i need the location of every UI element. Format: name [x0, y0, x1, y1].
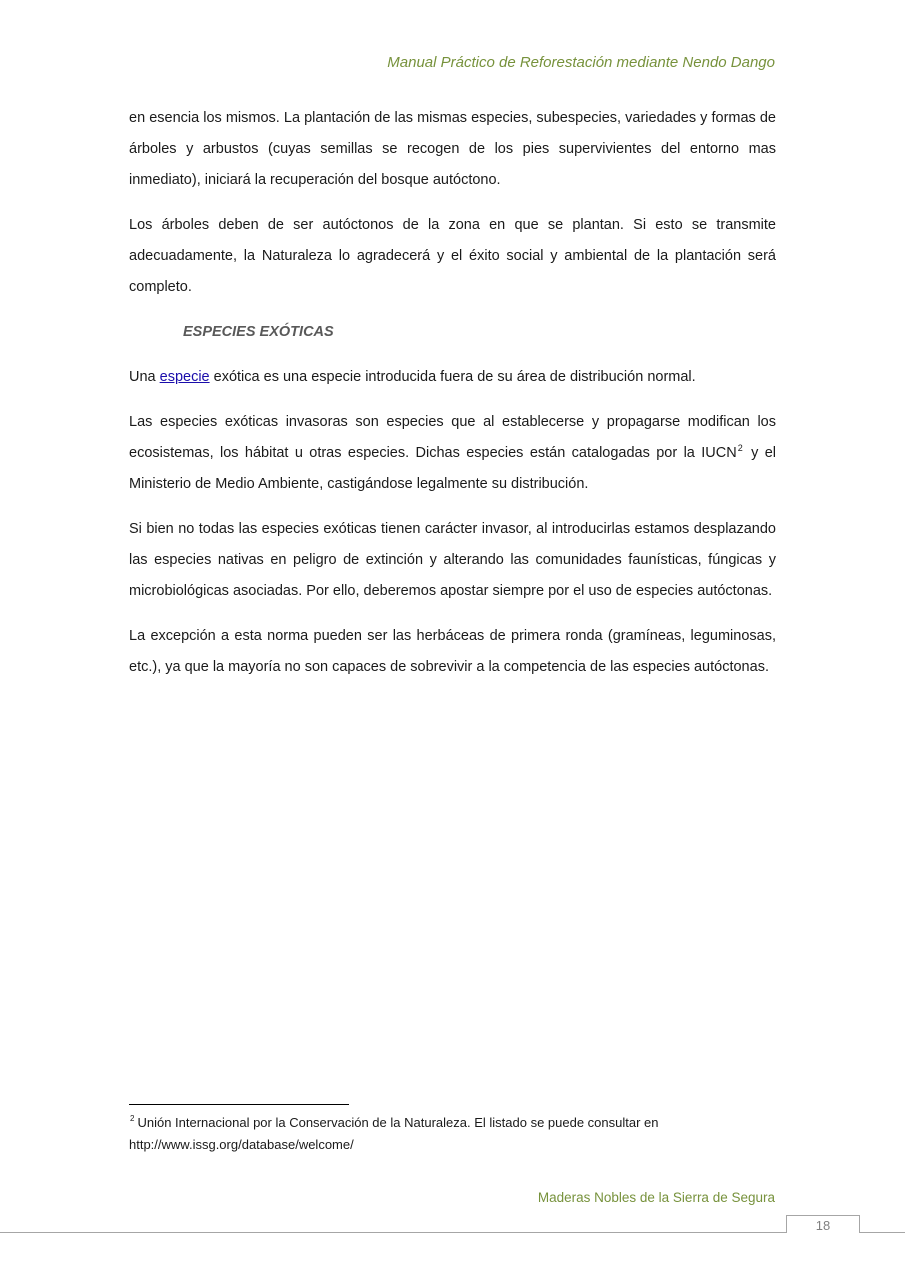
paragraph-6: La excepción a esta norma pueden ser las herbáceas de primera ronda (gramíneas, leguminosas, etc.), ya que la mayoría no son capaces de sobrevivir a la competencia de las especies autóctonas. [129, 628, 776, 675]
footer-text: Maderas Nobles de la Sierra de Segura [537, 1190, 775, 1205]
footnote-marker: 2 [130, 1114, 135, 1123]
footnote [129, 1112, 779, 1156]
paragraph-4 [129, 407, 776, 500]
body-content [129, 103, 776, 697]
paragraph-3-text-end: exótica es una especie introducida fuera de su área de distribución normal. [209, 369, 696, 385]
page-number: 18 [786, 1215, 860, 1233]
footnote-url: http://www.issg.org/database/welcome/ [129, 1137, 354, 1152]
especie-link[interactable]: especie [159, 369, 210, 385]
paragraph-1: en esencia los mismos. La plantación de las mismas especies, subespecies, variedades y formas de árboles y arbustos (cuyas semillas se recogen de los pies supervivientes del entorno mas inmediato), iniciará la recuperación del bosque autóctono. [129, 110, 776, 188]
footnote-line-1 [129, 1112, 779, 1134]
footnote-text: Unión Internacional por la Conservación de la Naturaleza. El listado se puede consultar en [137, 1115, 659, 1130]
paragraph-4-text-start: Las especies exóticas invasoras son especies que al establecerse y propagarse modifican los ecosistemas, los hábitat u otras especies. Dichas especies están catalogadas por la IUCN [129, 414, 776, 461]
paragraph-3-text-start: Una [129, 369, 160, 385]
footer-rule [0, 1232, 905, 1233]
section-heading: ESPECIES EXÓTICAS [183, 324, 334, 340]
paragraph-4-text-end: y el Ministerio de Medio Ambiente, castigándose legalmente su distribución. [129, 445, 776, 492]
paragraph-2: Los árboles deben de ser autóctonos de la zona en que se plantan. Si esto se transmite adecuadamente, la Naturaleza lo agradecerá y el éxito social y ambiental de la plantación será completo. [129, 217, 776, 295]
footnote-separator [129, 1104, 349, 1105]
footnote-reference: 2 [737, 443, 743, 453]
paragraph-5: Si bien no todas las especies exóticas tienen carácter invasor, al introducirlas estamos desplazando las especies nativas en peligro de extinción y alterando las comunidades faunísticas, fúngicas y microbiológicas asociadas. Por ello, deberemos apostar siempre por el uso de especies autóctonas. [129, 521, 776, 599]
paragraph-3 [129, 362, 776, 393]
header-title: Manual Práctico de Reforestación mediante Nendo Dango [387, 54, 775, 71]
